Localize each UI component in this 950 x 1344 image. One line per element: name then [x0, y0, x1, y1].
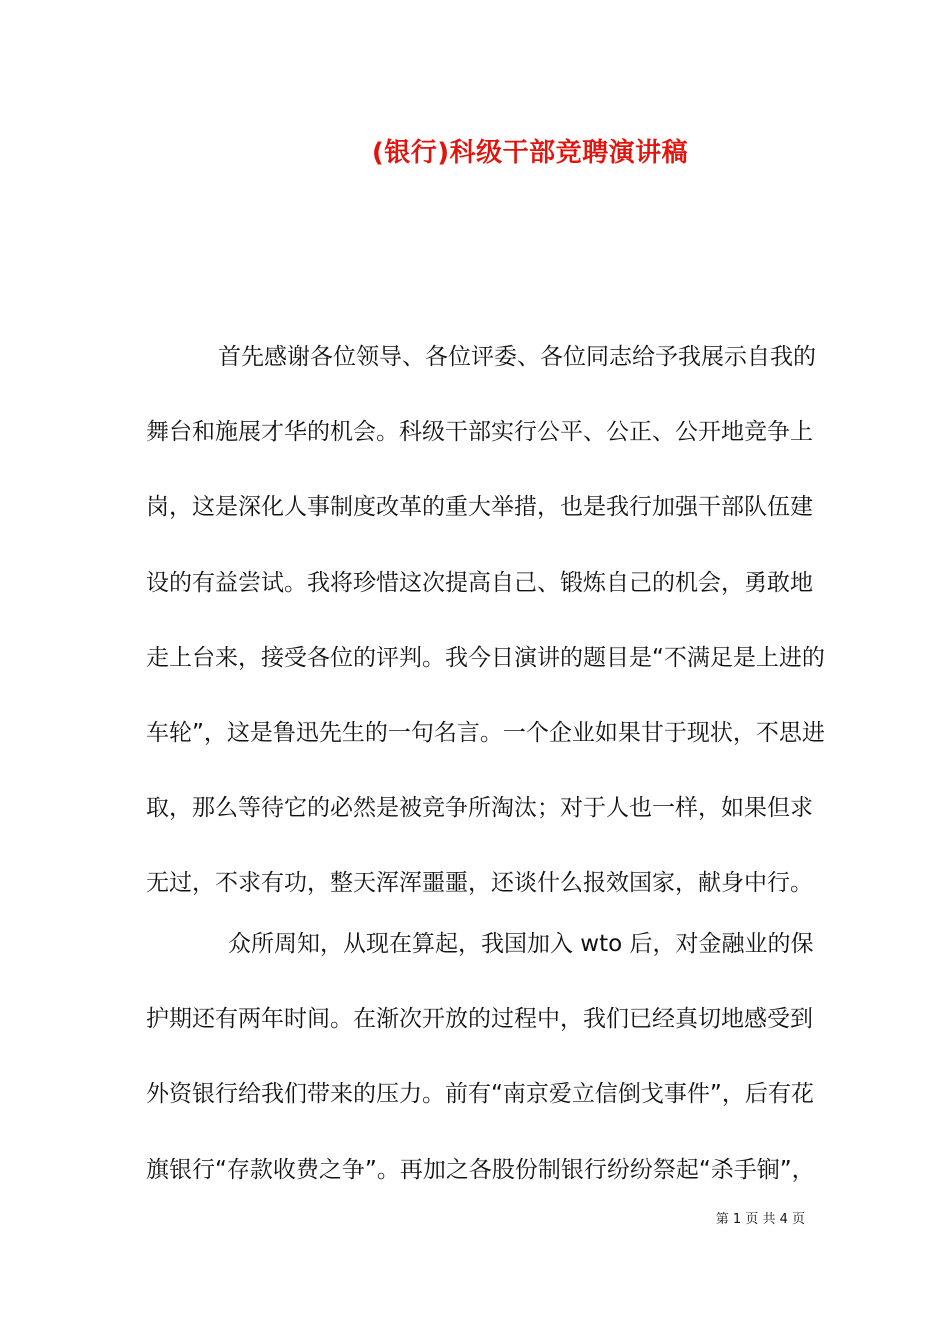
paragraph-line: 走上台来，接受各位的评判。我今日演讲的题目是“不满足是上进的 [146, 644, 825, 671]
paragraph-1 [146, 320, 825, 922]
document-title-text: (银行)科级干部竞聘演讲稿 [371, 138, 689, 168]
paragraph-line: 车轮”，这是鲁迅先生的一句名言。一个企业如果甘于现状，不思进 [146, 719, 825, 746]
paragraph-line: 外资银行给我们带来的压力。前有“南京爱立信倒戈事件”，后有花 [146, 1081, 814, 1108]
page-indicator: 第 1 页 共 4 页 [715, 1212, 805, 1227]
paragraph-line: 无过，不求有功，整天浑浑噩噩，还谈什么报效国家，献身中行。 [146, 870, 813, 897]
paragraph-line: 设的有益尝试。我将珍惜这次提高自己、锻炼自己的机会，勇敢地 [146, 569, 813, 596]
paragraph-line: 首先感谢各位领导、各位评委、各位同志给予我展示自我的 [218, 344, 816, 370]
paragraph-line: 舞台和施展才华的机会。科级干部实行公平、公正、公开地竞争上 [146, 419, 813, 446]
paragraph-line: 众所周知，从现在算起，我国加入 wto 后，对金融业的保 [228, 931, 814, 957]
paragraph-line: 岗，这是深化人事制度改革的重大举措，也是我行加强干部队伍建 [146, 494, 813, 521]
paragraph-2 [146, 907, 815, 1208]
paragraph-line: 护期还有两年时间。在渐次开放的过程中，我们已经真切地感受到 [146, 1006, 813, 1033]
document-title [0, 132, 950, 169]
paragraph-line: 取，那么等待它的必然是被竞争所淘汰；对于人也一样，如果但求 [146, 795, 813, 822]
paragraph-line: 旗银行“存款收费之争”。再加之各股份制银行纷纷祭起“杀手锏”， [146, 1156, 815, 1183]
